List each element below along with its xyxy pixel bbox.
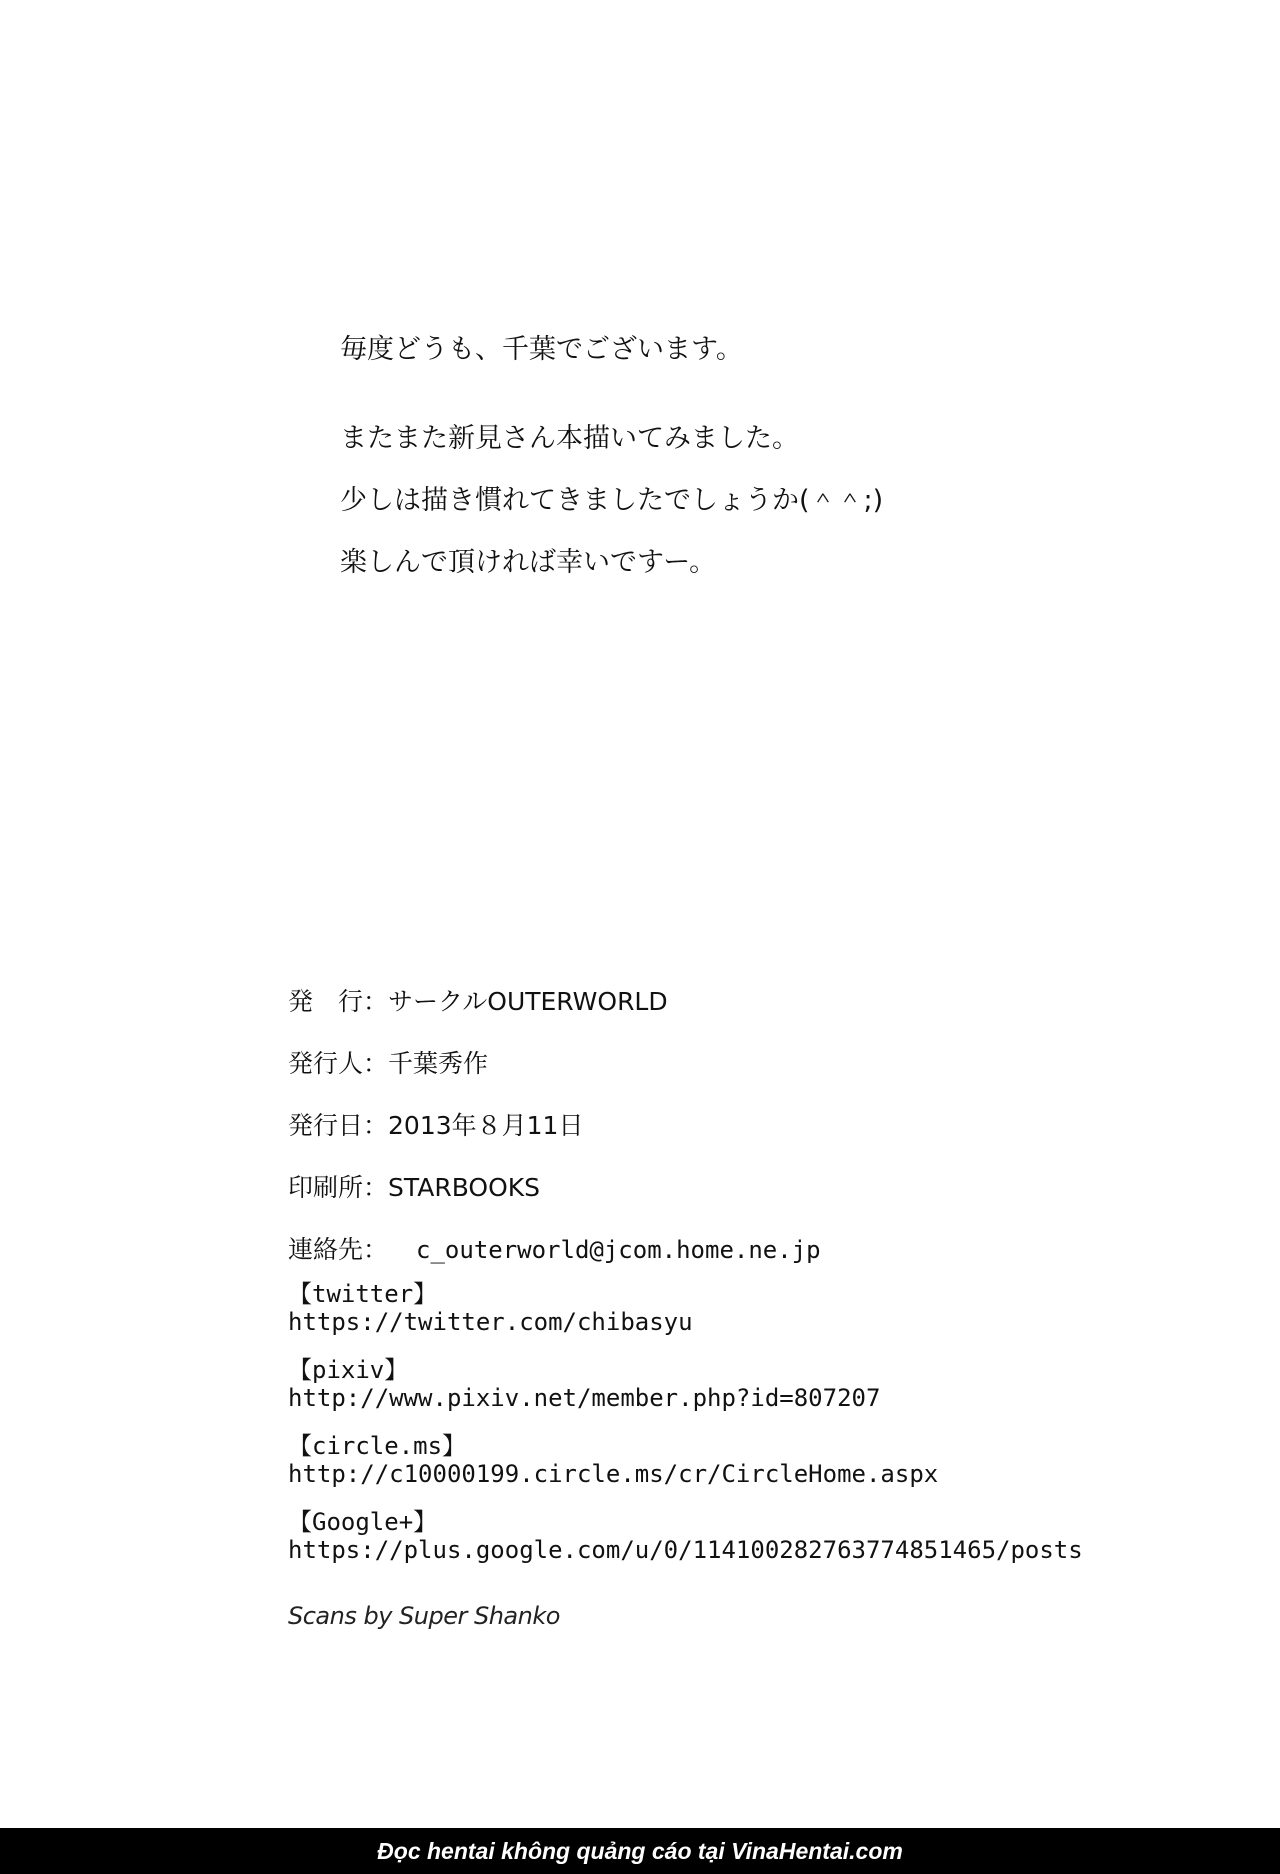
link-google-plus <box>288 1508 1188 1564</box>
scan-credit: Scans by Super Shanko <box>288 1602 560 1630</box>
link-heading: 【pixiv】 <box>288 1356 409 1384</box>
message-line: またまた新見さん本描いてみました。 <box>340 423 799 454</box>
link-twitter <box>288 1280 1188 1336</box>
link-circle-ms <box>288 1432 1188 1488</box>
publisher-value: サークルOUTERWORLD <box>388 987 668 1016</box>
link-url: http://c10000199.circle.ms/cr/CircleHome.aspx <box>288 1460 939 1488</box>
link-url: https://twitter.com/chibasyu <box>288 1308 693 1336</box>
publisher-label: 発 行： <box>288 987 389 1016</box>
link-list <box>288 1280 1188 1584</box>
issuer-label: 発行人： <box>288 1049 389 1078</box>
link-pixiv <box>288 1356 1188 1412</box>
link-url: http://www.pixiv.net/member.php?id=807207 <box>288 1384 881 1412</box>
printer-value: STARBOOKS <box>388 1173 541 1202</box>
afterword-message <box>340 330 1100 605</box>
footer-banner <box>0 1828 1280 1874</box>
colophon <box>288 984 1188 1294</box>
link-heading: 【circle.ms】 <box>288 1432 467 1460</box>
colophon-date <box>288 1108 1188 1144</box>
colophon-publisher <box>288 984 1188 1020</box>
colophon-issuer <box>288 1046 1188 1082</box>
issuer-value: 千葉秀作 <box>388 1049 489 1078</box>
link-url: https://plus.google.com/u/0/114100282763774851465/posts <box>288 1536 1083 1564</box>
colophon-contact <box>288 1232 1188 1268</box>
link-heading: 【Google+】 <box>288 1508 438 1536</box>
greeting-line: 毎度どうも、千葉でございます。 <box>340 334 743 365</box>
date-label: 発行日： <box>288 1111 389 1140</box>
printer-label: 印刷所： <box>288 1173 389 1202</box>
footer-banner-text: Đọc hentai không quảng cáo tại VinaHentai.com <box>377 1837 903 1864</box>
message-line: 楽しんで頂ければ幸いですー。 <box>340 547 717 578</box>
colophon-printer <box>288 1170 1188 1206</box>
date-value: 2013年８月11日 <box>388 1111 584 1140</box>
message-line: 少しは描き慣れてきましたでしょうか(＾＾;) <box>340 485 884 516</box>
link-heading: 【twitter】 <box>288 1280 438 1308</box>
contact-label: 連絡先： <box>288 1235 389 1264</box>
contact-email: c_outerworld@jcom.home.ne.jp <box>416 1236 821 1264</box>
